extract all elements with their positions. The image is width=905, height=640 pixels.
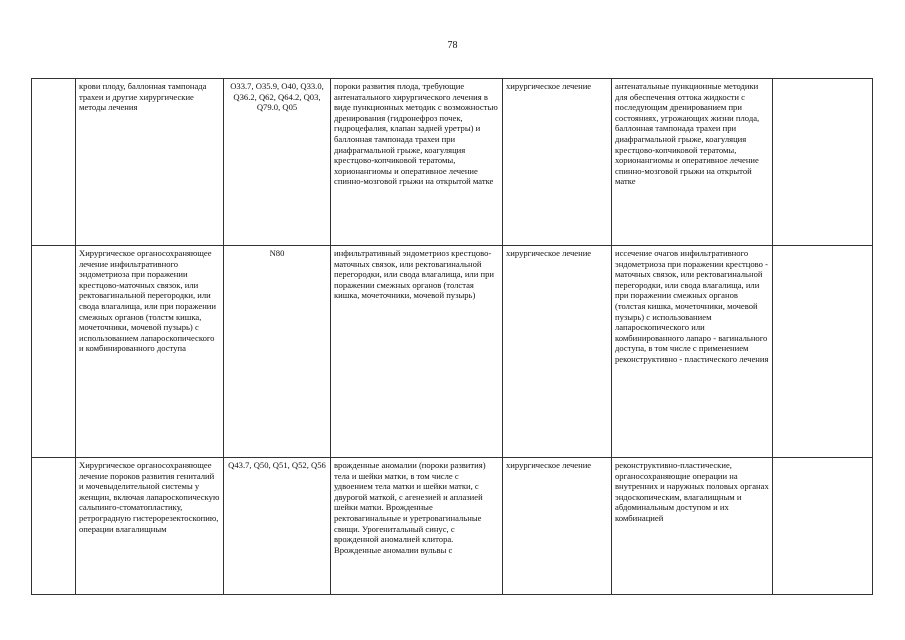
patient-model-cell: инфильтративный эндометриоз крестцово-маточных связок, или ректовагинальной перегородки, или свода влагалища, или при поражении смежных органов (толстая кишка, мочеточники, мочевой пузырь) — [331, 246, 503, 458]
intervention-name-cell: Хирургическое органосохраняющее лечение пороков развития гениталий и мочевыделительной системы у женщин, включая лапароскопическую сальпинго-стоматопластику, ретроградную гистерорезектоскопию, операции влагалищным — [76, 458, 224, 595]
table-row — [32, 246, 873, 458]
row-index-cell — [32, 246, 76, 458]
patient-model-cell: врожденные аномалии (пороки развития) тела и шейки матки, в том числе с удвоением тела матки и шейки матки, с двурогой маткой, с агенезией и аплазией шейки матки. Врожденные ректовагинальные и уретровагинальные свищи. Урогенитальный синус, с врожденной аномалией клитора. Врожденные аномалии вульвы с — [331, 458, 503, 595]
intervention-name-cell: крови плоду, баллонная тампонада трахеи и другие хирургические методы лечения — [76, 79, 224, 246]
treatment-type-cell: хирургическое лечение — [503, 458, 612, 595]
treatment-method-cell: реконструктивно-пластические, органосохраняющие операции на внутренних и наружных половых органах эндоскопическим, влагалищным и абдоминальным доступом и их комбинацией — [612, 458, 773, 595]
patient-model-cell: пороки развития плода, требующие антенатального хирургического лечения в виде пункционных методик с возможностью дренирования (гидронефроз почек, гидроцефалия, клапан задней уретры) и баллонная тампонада трахеи при диафрагмальной грыже, коагуляция крестцово-копчиковой тератомы, хорионангиомы и оперативное лечение спинно-мозговой грыжи на открытой матке — [331, 79, 503, 246]
treatment-type-cell: хирургическое лечение — [503, 79, 612, 246]
table-row — [32, 79, 873, 246]
icd-codes-cell: O33.7, O35.9, O40, Q33.0, Q36.2, Q62, Q64.2, Q03, Q79.0, Q05 — [224, 79, 331, 246]
norm-cell — [773, 79, 873, 246]
medical-services-table — [31, 78, 873, 595]
norm-cell — [773, 458, 873, 595]
row-index-cell — [32, 79, 76, 246]
row-index-cell — [32, 458, 76, 595]
icd-codes-cell: N80 — [224, 246, 331, 458]
page-number: 78 — [447, 40, 458, 51]
treatment-type-cell: хирургическое лечение — [503, 246, 612, 458]
intervention-name-cell: Хирургическое органосохраняющее лечение инфильтративного эндометриоза при поражении крестцово-маточных связок, или ректовагинальной перегородки, или свода влагалища, или при поражении смежных органов (толстм кишка, мочеточники, мочевой пузырь) с использованием лапароскопического и комбинированного доступа — [76, 246, 224, 458]
treatment-method-cell: антенатальные пункционные методики для обеспечения оттока жидкости с последующим дренированием при состояниях, угрожающих жизни плода, баллонная тампонада трахеи при диафрагмальной грыже, коагуляция крестцово-копчиковой тератомы, хорионангиомы и оперативное лечение спинно-мозговой грыжи на открытой матке — [612, 79, 773, 246]
norm-cell — [773, 246, 873, 458]
icd-codes-cell: Q43.7, Q50, Q51, Q52, Q56 — [224, 458, 331, 595]
table-row — [32, 458, 873, 595]
treatment-method-cell: иссечение очагов инфильтративного эндометриоза при поражении крестцово - маточных связок, или ректовагинальной перегородки, или свода влагалища, или при поражении смежных органов (толстая кишка, мочеточники, мочевой пузырь) с использованием лапароскопического или комбинированного лапаро - вагинального доступа, в том числе с применением реконструктивно - пластического лечения — [612, 246, 773, 458]
